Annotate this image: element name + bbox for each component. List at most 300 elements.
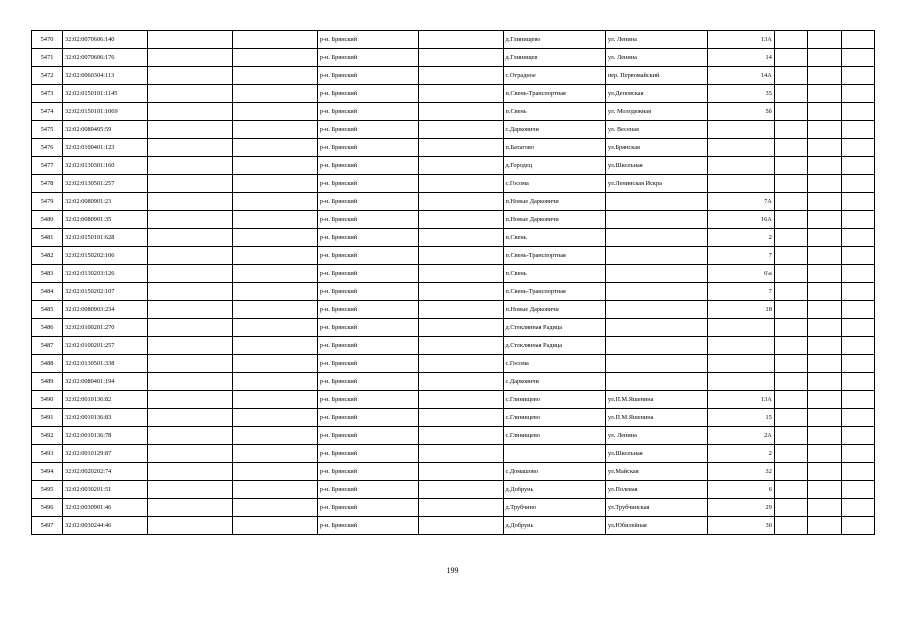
empty-cell	[841, 445, 874, 463]
page-number: 199	[446, 566, 459, 575]
empty-cell	[774, 373, 807, 391]
empty-cell	[841, 31, 874, 49]
empty-cell	[418, 517, 503, 535]
house-number-cell: 2	[708, 229, 775, 247]
locality-cell: с.Госома	[503, 355, 605, 373]
locality-cell: с.Отрадное	[503, 67, 605, 85]
empty-cell	[774, 481, 807, 499]
street-cell	[605, 319, 707, 337]
cadastral-number-cell: 32:02:0030244:46	[63, 517, 148, 535]
empty-cell	[774, 103, 807, 121]
empty-cell	[808, 355, 841, 373]
district-cell: р-н. Брянский	[317, 409, 418, 427]
empty-cell	[233, 319, 318, 337]
street-cell: ул. Ленина	[605, 49, 707, 67]
street-cell: ул.Ленинская Искра	[605, 175, 707, 193]
cadastral-number-cell: 32:02:0150202:106	[63, 247, 148, 265]
locality-cell: с.Глинищево	[503, 427, 605, 445]
street-cell: ул.Майская	[605, 463, 707, 481]
empty-cell	[808, 121, 841, 139]
district-cell: р-н. Брянский	[317, 481, 418, 499]
district-cell: р-н. Брянский	[317, 337, 418, 355]
empty-cell	[808, 481, 841, 499]
empty-cell	[233, 301, 318, 319]
empty-cell	[147, 499, 233, 517]
record-number-cell: 5476	[32, 139, 63, 157]
empty-cell	[233, 247, 318, 265]
empty-cell	[147, 193, 233, 211]
locality-cell: д.Добрунь	[503, 481, 605, 499]
district-cell: р-н. Брянский	[317, 373, 418, 391]
district-cell: р-н. Брянский	[317, 319, 418, 337]
house-number-cell: 6	[708, 481, 775, 499]
empty-cell	[233, 211, 318, 229]
empty-cell	[841, 283, 874, 301]
empty-cell	[233, 481, 318, 499]
street-cell: пер. Первомайский	[605, 67, 707, 85]
table-row	[32, 67, 875, 85]
locality-cell: п.Свень-Транспортная	[503, 283, 605, 301]
table-row	[32, 445, 875, 463]
cadastral-number-cell: 32:02:0100201:257	[63, 337, 148, 355]
empty-cell	[774, 31, 807, 49]
house-number-cell	[708, 355, 775, 373]
street-cell: ул.Юбилейная	[605, 517, 707, 535]
empty-cell	[233, 157, 318, 175]
street-cell	[605, 373, 707, 391]
empty-cell	[808, 373, 841, 391]
cadastral-number-cell: 32:02:0030201:51	[63, 481, 148, 499]
empty-cell	[147, 445, 233, 463]
locality-cell: с.Домашово	[503, 463, 605, 481]
cadastral-number-cell: 32:02:0150101:1145	[63, 85, 148, 103]
empty-cell	[808, 445, 841, 463]
empty-cell	[808, 85, 841, 103]
street-cell	[605, 283, 707, 301]
locality-cell: с.Дарковичи	[503, 121, 605, 139]
locality-cell: п.Батагово	[503, 139, 605, 157]
cadastral-number-cell: 32:02:0080901:35	[63, 211, 148, 229]
district-cell: р-н. Брянский	[317, 31, 418, 49]
record-number-cell: 5478	[32, 175, 63, 193]
locality-cell: п.Новые Дарковичи	[503, 193, 605, 211]
district-cell: р-н. Брянский	[317, 355, 418, 373]
locality-cell: с.Глинищево	[503, 391, 605, 409]
empty-cell	[418, 193, 503, 211]
empty-cell	[774, 517, 807, 535]
record-number-cell: 5473	[32, 85, 63, 103]
locality-cell: п.Свень	[503, 103, 605, 121]
record-number-cell: 5495	[32, 481, 63, 499]
empty-cell	[808, 463, 841, 481]
empty-cell	[418, 391, 503, 409]
district-cell: р-н. Брянский	[317, 49, 418, 67]
street-cell: ул.П.М.Яшенина	[605, 409, 707, 427]
empty-cell	[841, 139, 874, 157]
house-number-cell	[708, 139, 775, 157]
empty-cell	[147, 427, 233, 445]
district-cell: р-н. Брянский	[317, 139, 418, 157]
table-row	[32, 229, 875, 247]
street-cell: ул. Молодежная	[605, 103, 707, 121]
empty-cell	[808, 499, 841, 517]
empty-cell	[147, 157, 233, 175]
empty-cell	[841, 391, 874, 409]
empty-cell	[147, 49, 233, 67]
record-number-cell: 5482	[32, 247, 63, 265]
empty-cell	[418, 319, 503, 337]
district-cell: р-н. Брянский	[317, 283, 418, 301]
district-cell: р-н. Брянский	[317, 391, 418, 409]
table-row	[32, 319, 875, 337]
house-number-cell	[708, 157, 775, 175]
empty-cell	[774, 355, 807, 373]
street-cell	[605, 229, 707, 247]
locality-cell: с.Глинищево	[503, 409, 605, 427]
locality-cell: п.Новые Дарковичи	[503, 301, 605, 319]
empty-cell	[147, 31, 233, 49]
house-number-cell: 14А	[708, 67, 775, 85]
street-cell: ул.Трубчинская	[605, 499, 707, 517]
record-number-cell: 5483	[32, 265, 63, 283]
cadastral-number-cell: 32:02:0070606:140	[63, 31, 148, 49]
empty-cell	[147, 247, 233, 265]
street-cell	[605, 211, 707, 229]
empty-cell	[841, 85, 874, 103]
empty-cell	[233, 139, 318, 157]
street-cell: ул.Школьная	[605, 445, 707, 463]
cadastral-number-cell: 32:02:0150101:628	[63, 229, 148, 247]
empty-cell	[418, 409, 503, 427]
empty-cell	[233, 445, 318, 463]
cadastral-number-cell: 32:02:0030901:46	[63, 499, 148, 517]
empty-cell	[841, 499, 874, 517]
district-cell: р-н. Брянский	[317, 247, 418, 265]
empty-cell	[774, 283, 807, 301]
house-number-cell: 16А	[708, 211, 775, 229]
locality-cell: п.Свень-Транспортная	[503, 85, 605, 103]
empty-cell	[233, 409, 318, 427]
house-number-cell: 35	[708, 85, 775, 103]
empty-cell	[841, 355, 874, 373]
locality-cell: п.Свень	[503, 265, 605, 283]
cadastral-number-cell: 32:02:0060304:113	[63, 67, 148, 85]
house-number-cell: 29	[708, 499, 775, 517]
empty-cell	[808, 67, 841, 85]
record-number-cell: 5493	[32, 445, 63, 463]
record-number-cell: 5486	[32, 319, 63, 337]
empty-cell	[147, 67, 233, 85]
empty-cell	[774, 157, 807, 175]
district-cell: р-н. Брянский	[317, 85, 418, 103]
record-number-cell: 5479	[32, 193, 63, 211]
house-number-cell: 7А	[708, 193, 775, 211]
empty-cell	[147, 283, 233, 301]
empty-cell	[147, 175, 233, 193]
house-number-cell: 18	[708, 301, 775, 319]
record-number-cell: 5475	[32, 121, 63, 139]
empty-cell	[418, 283, 503, 301]
empty-cell	[147, 211, 233, 229]
empty-cell	[147, 139, 233, 157]
record-number-cell: 5489	[32, 373, 63, 391]
empty-cell	[841, 211, 874, 229]
street-cell: ул.Деповская	[605, 85, 707, 103]
street-cell: ул. Ленина	[605, 31, 707, 49]
empty-cell	[147, 463, 233, 481]
empty-cell	[774, 463, 807, 481]
empty-cell	[418, 175, 503, 193]
table-row	[32, 355, 875, 373]
locality-cell: д.Глинищев	[503, 49, 605, 67]
cadastral-number-cell: 32:02:0010136:78	[63, 427, 148, 445]
empty-cell	[774, 409, 807, 427]
district-cell: р-н. Брянский	[317, 193, 418, 211]
house-number-cell	[708, 373, 775, 391]
district-cell: р-н. Брянский	[317, 229, 418, 247]
empty-cell	[418, 445, 503, 463]
empty-cell	[233, 463, 318, 481]
record-number-cell: 5477	[32, 157, 63, 175]
table-row	[32, 121, 875, 139]
table-row	[32, 499, 875, 517]
locality-cell: д.Глинищево	[503, 31, 605, 49]
empty-cell	[418, 229, 503, 247]
empty-cell	[233, 265, 318, 283]
district-cell: р-н. Брянский	[317, 157, 418, 175]
district-cell: р-н. Брянский	[317, 463, 418, 481]
locality-cell: п.Свень	[503, 229, 605, 247]
empty-cell	[841, 427, 874, 445]
house-number-cell: 6\а	[708, 265, 775, 283]
empty-cell	[147, 391, 233, 409]
street-cell	[605, 265, 707, 283]
record-number-cell: 5492	[32, 427, 63, 445]
empty-cell	[233, 85, 318, 103]
record-number-cell: 5490	[32, 391, 63, 409]
empty-cell	[808, 265, 841, 283]
record-number-cell: 5480	[32, 211, 63, 229]
district-cell: р-н. Брянский	[317, 67, 418, 85]
empty-cell	[774, 319, 807, 337]
empty-cell	[233, 373, 318, 391]
locality-cell: д.Стеклянная Радица	[503, 337, 605, 355]
record-number-cell: 5481	[32, 229, 63, 247]
district-cell: р-н. Брянский	[317, 175, 418, 193]
empty-cell	[808, 319, 841, 337]
empty-cell	[808, 391, 841, 409]
record-number-cell: 5496	[32, 499, 63, 517]
cadastral-number-cell: 32:02:0130501:257	[63, 175, 148, 193]
cadastral-number-cell: 32:02:0010136:82	[63, 391, 148, 409]
house-number-cell	[708, 319, 775, 337]
house-number-cell: 13А	[708, 31, 775, 49]
empty-cell	[841, 319, 874, 337]
empty-cell	[147, 103, 233, 121]
empty-cell	[841, 49, 874, 67]
table-row	[32, 85, 875, 103]
locality-cell: д.Городец	[503, 157, 605, 175]
street-cell: ул.Полевая	[605, 481, 707, 499]
empty-cell	[808, 301, 841, 319]
empty-cell	[841, 301, 874, 319]
empty-cell	[841, 67, 874, 85]
district-cell: р-н. Брянский	[317, 211, 418, 229]
empty-cell	[147, 229, 233, 247]
empty-cell	[774, 445, 807, 463]
empty-cell	[418, 121, 503, 139]
district-cell: р-н. Брянский	[317, 517, 418, 535]
house-number-cell: 13А	[708, 391, 775, 409]
empty-cell	[841, 463, 874, 481]
empty-cell	[147, 265, 233, 283]
empty-cell	[774, 67, 807, 85]
empty-cell	[418, 157, 503, 175]
empty-cell	[418, 67, 503, 85]
register-table	[31, 30, 875, 535]
empty-cell	[233, 283, 318, 301]
empty-cell	[841, 103, 874, 121]
empty-cell	[808, 247, 841, 265]
record-number-cell: 5484	[32, 283, 63, 301]
empty-cell	[147, 85, 233, 103]
empty-cell	[233, 229, 318, 247]
empty-cell	[841, 121, 874, 139]
record-number-cell: 5485	[32, 301, 63, 319]
table-row	[32, 193, 875, 211]
locality-cell: п.Свень-Транспортная	[503, 247, 605, 265]
cadastral-number-cell: 32:02:0100401:123	[63, 139, 148, 157]
street-cell	[605, 337, 707, 355]
record-number-cell: 5471	[32, 49, 63, 67]
house-number-cell	[708, 337, 775, 355]
empty-cell	[841, 157, 874, 175]
empty-cell	[418, 31, 503, 49]
table-row	[32, 337, 875, 355]
empty-cell	[808, 211, 841, 229]
cadastral-number-cell: 32:02:0130301:160	[63, 157, 148, 175]
table-row	[32, 157, 875, 175]
empty-cell	[808, 229, 841, 247]
empty-cell	[808, 409, 841, 427]
empty-cell	[418, 265, 503, 283]
empty-cell	[147, 301, 233, 319]
empty-cell	[774, 85, 807, 103]
cadastral-number-cell: 32:02:0130203:126	[63, 265, 148, 283]
empty-cell	[808, 31, 841, 49]
district-cell: р-н. Брянский	[317, 427, 418, 445]
cadastral-number-cell: 32:02:0080401:194	[63, 373, 148, 391]
locality-cell: с.Дарковичи	[503, 373, 605, 391]
empty-cell	[841, 229, 874, 247]
table-row	[32, 481, 875, 499]
empty-cell	[233, 517, 318, 535]
table-row	[32, 49, 875, 67]
empty-cell	[774, 121, 807, 139]
empty-cell	[774, 49, 807, 67]
empty-cell	[418, 247, 503, 265]
register-rows	[32, 31, 875, 535]
empty-cell	[147, 481, 233, 499]
empty-cell	[841, 373, 874, 391]
empty-cell	[774, 301, 807, 319]
cadastral-number-cell: 32:02:0150101:1069	[63, 103, 148, 121]
table-row	[32, 211, 875, 229]
street-cell	[605, 247, 707, 265]
empty-cell	[418, 139, 503, 157]
empty-cell	[774, 175, 807, 193]
empty-cell	[233, 499, 318, 517]
cadastral-number-cell: 32:02:0020202:74	[63, 463, 148, 481]
table-row	[32, 427, 875, 445]
street-cell	[605, 193, 707, 211]
empty-cell	[147, 121, 233, 139]
empty-cell	[841, 175, 874, 193]
cadastral-number-cell: 32:02:0100201:270	[63, 319, 148, 337]
table-row	[32, 265, 875, 283]
house-number-cell: 14	[708, 49, 775, 67]
empty-cell	[774, 427, 807, 445]
empty-cell	[233, 67, 318, 85]
empty-cell	[233, 391, 318, 409]
empty-cell	[841, 247, 874, 265]
district-cell: р-н. Брянский	[317, 103, 418, 121]
street-cell: ул.П.М.Яшенина	[605, 391, 707, 409]
empty-cell	[147, 337, 233, 355]
empty-cell	[808, 139, 841, 157]
cadastral-number-cell: 32:02:0010136:83	[63, 409, 148, 427]
cadastral-number-cell: 32:02:0080405:59	[63, 121, 148, 139]
table-row	[32, 391, 875, 409]
record-number-cell: 5491	[32, 409, 63, 427]
table-row	[32, 139, 875, 157]
empty-cell	[418, 211, 503, 229]
empty-cell	[233, 31, 318, 49]
empty-cell	[233, 355, 318, 373]
empty-cell	[233, 49, 318, 67]
house-number-cell: 2А	[708, 427, 775, 445]
locality-cell: д.Трубчино	[503, 499, 605, 517]
record-number-cell: 5474	[32, 103, 63, 121]
record-number-cell: 5494	[32, 463, 63, 481]
empty-cell	[147, 517, 233, 535]
street-cell: ул.Школьная	[605, 157, 707, 175]
record-number-cell: 5497	[32, 517, 63, 535]
street-cell: ул.Брянская	[605, 139, 707, 157]
empty-cell	[841, 265, 874, 283]
empty-cell	[841, 409, 874, 427]
cadastral-number-cell: 32:02:0010129:87	[63, 445, 148, 463]
empty-cell	[233, 193, 318, 211]
empty-cell	[841, 337, 874, 355]
empty-cell	[841, 481, 874, 499]
empty-cell	[418, 103, 503, 121]
table-row	[32, 517, 875, 535]
empty-cell	[808, 49, 841, 67]
empty-cell	[808, 193, 841, 211]
table-row	[32, 103, 875, 121]
house-number-cell	[708, 175, 775, 193]
district-cell: р-н. Брянский	[317, 499, 418, 517]
street-cell	[605, 301, 707, 319]
table-row	[32, 301, 875, 319]
empty-cell	[233, 337, 318, 355]
cadastral-number-cell: 32:02:0130501:338	[63, 355, 148, 373]
empty-cell	[418, 301, 503, 319]
house-number-cell: 15	[708, 409, 775, 427]
table-row	[32, 175, 875, 193]
empty-cell	[233, 103, 318, 121]
